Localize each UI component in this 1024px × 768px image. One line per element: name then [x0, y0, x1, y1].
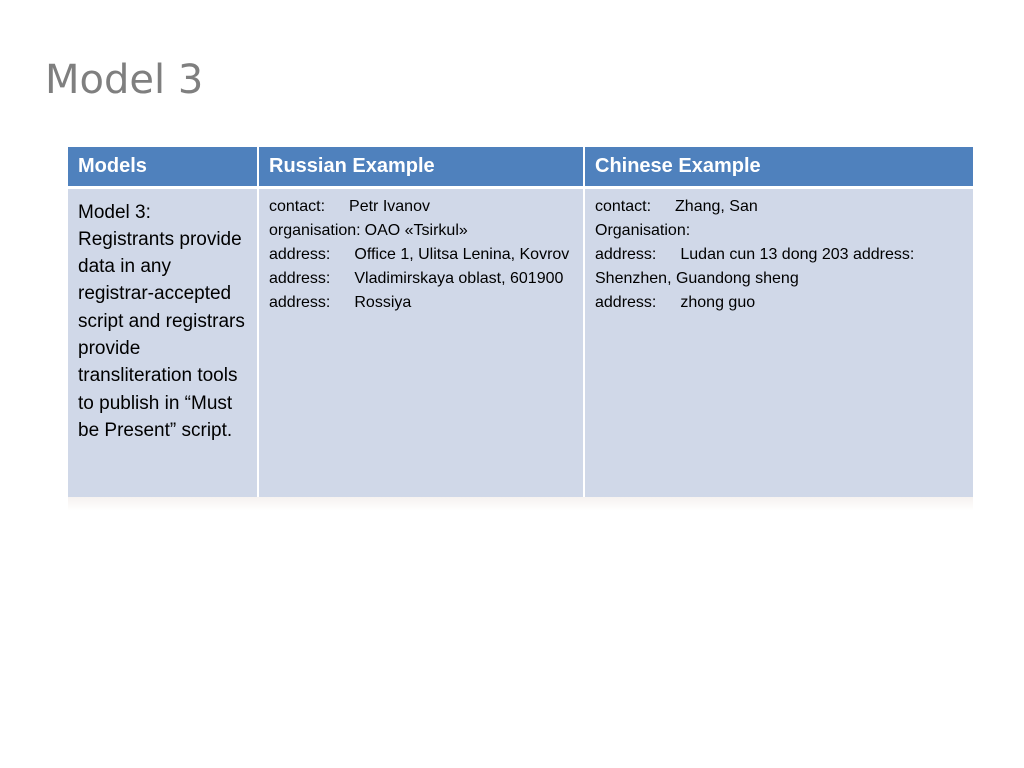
chinese-address-line — [595, 243, 963, 291]
field-label: organisation: — [269, 221, 361, 239]
field-value: Vladimirskaya oblast, 601900 — [354, 269, 564, 287]
russian-address-line — [269, 267, 573, 291]
field-label: address: — [595, 245, 657, 263]
field-label: address: — [595, 293, 657, 311]
header-models: Models — [68, 147, 258, 187]
chinese-contact-line — [595, 195, 963, 219]
table-row — [68, 187, 973, 498]
russian-organisation-line — [269, 219, 573, 243]
field-value: Office 1, Ulitsa Lenina, Kovrov — [354, 245, 570, 263]
russian-address-line — [269, 291, 573, 315]
slide-title: Model 3 — [45, 57, 204, 103]
table-header-row — [68, 147, 973, 187]
model-description-cell: Model 3: Registrants provide data in any registrar-accepted script and registrars provide transliteration tools to publish in “Must be Present” script. — [68, 187, 258, 498]
russian-example-cell — [258, 187, 584, 498]
field-value: Zhang, San — [675, 197, 758, 215]
chinese-address-line — [595, 291, 963, 315]
field-label: Organisation: — [595, 221, 691, 239]
field-label: address: — [269, 293, 331, 311]
field-value: Rossiya — [354, 293, 412, 311]
header-russian-example: Russian Example — [258, 147, 584, 187]
field-label: contact: — [595, 197, 652, 215]
chinese-example-cell — [584, 187, 973, 498]
table-shadow — [68, 497, 973, 511]
field-label: contact: — [269, 197, 326, 215]
field-value: OAO «Tsirkul» — [364, 221, 468, 239]
models-table — [68, 147, 973, 498]
field-value: Ludan cun 13 dong 203 address: Shenzhen, Guandong sheng — [595, 245, 915, 287]
field-label: address: — [269, 245, 331, 263]
russian-contact-line — [269, 195, 573, 219]
chinese-organisation-line — [595, 219, 963, 243]
field-value: Petr Ivanov — [349, 197, 430, 215]
models-table-container — [68, 147, 973, 498]
header-chinese-example: Chinese Example — [584, 147, 973, 187]
field-value: zhong guo — [680, 293, 756, 311]
field-label: address: — [269, 269, 331, 287]
russian-address-line — [269, 243, 573, 267]
